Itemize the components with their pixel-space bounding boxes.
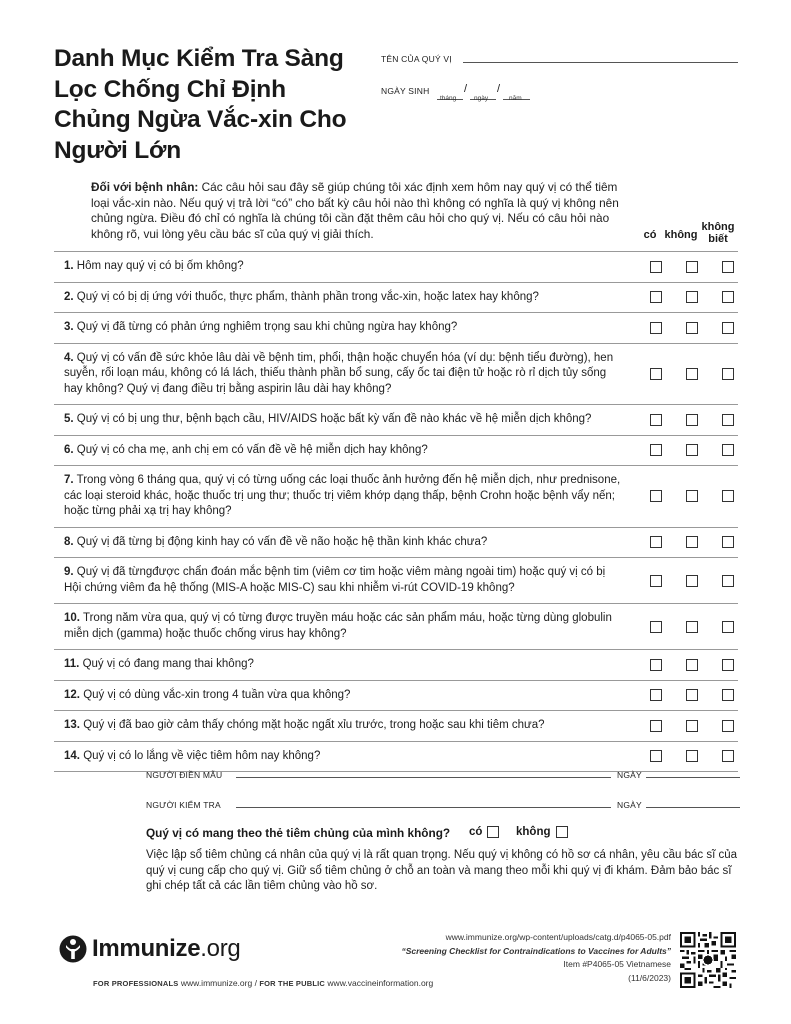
question-text (64, 718, 624, 734)
immunize-logo[interactable] (58, 934, 240, 964)
patient-instructions (91, 180, 636, 242)
qr-code-icon[interactable] (680, 932, 736, 988)
answer-no-checkbox[interactable] (686, 444, 698, 456)
pdf-link[interactable]: www.immunize.org/wp-content/uploads/catg.d/p4065-05.pdf (445, 932, 671, 942)
vaccination-record-note: Việc lập sổ tiêm chủng cá nhân của quý vị là rất quan trọng. Nếu quý vị không có hồ sơ cá nhân, yêu cầu bác sĩ của quý vị cung cấp cho quý vị. Giữ sổ tiêm chủng ở chỗ an toàn và mang theo mỗi khi quý vị đi khám. Đảm bảo bác sĩ ghi chép tất cả các lần tiêm chủng vào hồ sơ. (146, 849, 737, 892)
question-body: Trong năm vừa qua, quý vị có từng được truyền máu hoặc các sản phẩm máu, hoặc từng dùng globulin miễn dịch (gamma) hoặc thuốc chống virus hay không? (64, 612, 612, 640)
question-body: Quý vị có lo lắng về việc tiêm hôm nay không? (83, 749, 321, 762)
answer-yes-checkbox[interactable] (650, 322, 662, 334)
immunize-logo-icon (58, 934, 88, 964)
name-field[interactable] (463, 62, 738, 63)
answer-unknown-checkbox[interactable] (722, 261, 734, 273)
dob-month-caption: tháng (440, 95, 457, 102)
answer-unknown-checkbox[interactable] (722, 368, 734, 380)
screening-questions-table (54, 251, 738, 772)
question-row (54, 405, 738, 436)
answer-unknown-checkbox[interactable] (722, 750, 734, 762)
question-text (64, 412, 624, 428)
intro-text: Các câu hỏi sau đây sẽ giúp chúng tôi xác định xem hôm nay quý vị có thể tiêm loại vắc-xin nào. Nếu quý vị trả lời “có” cho bất kỳ câu hỏi nào thì không có nghĩa là quý vị không nên chủng ngừa. Điều đó chỉ có nghĩa là chúng tôi cần đặt thêm câu hỏi cho quý vị. Nếu có câu hỏi nào không rõ, vui lòng yêu cầu bác sĩ của quý vị giải thích. (91, 180, 619, 241)
professionals-label: FOR PROFESSIONALS (93, 979, 179, 988)
question-row (54, 604, 738, 650)
question-number: 13. (64, 719, 80, 731)
filled-by-label: NGƯỜI ĐIỀN MẪU (146, 770, 223, 780)
column-yes-header: có (643, 229, 657, 241)
answer-unknown-checkbox[interactable] (722, 322, 734, 334)
answer-no-checkbox[interactable] (686, 261, 698, 273)
card-no-label: không (516, 826, 551, 838)
answer-yes-checkbox[interactable] (650, 490, 662, 502)
dob-separator: / (464, 83, 468, 95)
answer-yes-checkbox[interactable] (650, 689, 662, 701)
answer-checkboxes (650, 750, 734, 762)
answer-yes-checkbox[interactable] (650, 750, 662, 762)
question-number: 10. (64, 612, 80, 624)
question-body: Hôm nay quý vị có bị ốm không? (76, 260, 244, 272)
answer-checkboxes (650, 368, 734, 380)
question-row (54, 466, 738, 528)
answer-no-checkbox[interactable] (686, 291, 698, 303)
answer-checkboxes (650, 444, 734, 456)
answer-no-checkbox[interactable] (686, 750, 698, 762)
dob-label: NGÀY SINH (381, 86, 430, 96)
question-number: 9. (64, 566, 74, 578)
filled-date-label: NGÀY (617, 770, 642, 780)
answer-no-checkbox[interactable] (686, 720, 698, 732)
question-number: 3. (64, 321, 74, 333)
question-row (54, 344, 738, 406)
question-row (54, 528, 738, 559)
question-number: 14. (64, 749, 80, 762)
question-row (54, 650, 738, 681)
answer-no-checkbox[interactable] (686, 368, 698, 380)
question-body: Quý vị đã từngđược chẩn đoán mắc bệnh tim (viêm cơ tim hoặc viêm màng ngoài tim) hoặc quý vị có bị Hội chứng viêm đa hệ thống (MIS-A hoặc MIS-C) sau khi nhiễm vi-rút COVID-19 không? (64, 566, 606, 594)
page-title: Danh Mục Kiểm Tra Sàng Lọc Chống Chỉ Định Chủng Ngừa Vắc-xin Cho Người Lớn (54, 45, 347, 164)
answer-no-checkbox[interactable] (686, 575, 698, 587)
vaccination-card-question: Quý vị có mang theo thẻ tiêm chủng của mình không? (146, 826, 451, 840)
question-body: Quý vị có đang mang thai không? (82, 658, 254, 670)
question-row (54, 742, 738, 773)
answer-unknown-checkbox[interactable] (722, 291, 734, 303)
column-no-header: không (664, 229, 698, 241)
dob-day-caption: ngày (474, 95, 489, 102)
filled-by-field[interactable] (236, 777, 611, 778)
question-text (64, 351, 624, 398)
answer-unknown-checkbox[interactable] (722, 414, 734, 426)
card-yes-checkbox[interactable] (487, 826, 499, 838)
question-number: 7. (64, 474, 74, 486)
answer-checkboxes (650, 291, 734, 303)
answer-yes-checkbox[interactable] (650, 536, 662, 548)
card-yes-label: có (469, 826, 483, 838)
question-text (64, 565, 624, 596)
question-body: Quý vị đã từng có phản ứng nghiêm trọng sau khi chủng ngừa hay không? (76, 321, 458, 333)
question-text (64, 749, 624, 765)
question-body: Quý vị đã từng bị động kinh hay có vấn đề về não hoặc hệ thần kinh khác chưa? (76, 535, 488, 548)
answer-checkboxes (650, 536, 734, 548)
question-body: Quý vị có cha mẹ, anh chị em có vấn đề về hệ miễn dịch hay không? (76, 443, 428, 456)
card-no-checkbox[interactable] (556, 826, 568, 838)
publication-date: (11/6/2023) (628, 972, 671, 983)
answer-yes-checkbox[interactable] (650, 291, 662, 303)
answer-no-checkbox[interactable] (686, 689, 698, 701)
question-number: 5. (64, 413, 74, 425)
question-row (54, 283, 738, 314)
filled-date-field[interactable] (646, 777, 740, 778)
reviewed-by-label: NGƯỜI KIỂM TRA (146, 800, 221, 810)
question-body: Quý vị có bị dị ứng với thuốc, thực phẩm, thành phần trong vắc-xin, hoặc latex hay không? (76, 290, 539, 303)
question-body: Quý vị đã bao giờ cảm thấy chóng mặt hoặc ngất xỉu trước, trong hoặc sau khi tiêm chưa? (83, 719, 545, 731)
answer-yes-checkbox[interactable] (650, 720, 662, 732)
question-text (64, 443, 624, 459)
question-row (54, 436, 738, 467)
answer-checkboxes (650, 322, 734, 334)
answer-unknown-checkbox[interactable] (722, 621, 734, 633)
publication-info (401, 931, 671, 985)
column-unknown-header: không biết (701, 221, 735, 245)
answer-yes-checkbox[interactable] (650, 444, 662, 456)
answer-checkboxes (650, 621, 734, 633)
document-title: “Screening Checklist for Contraindications to Vaccines for Adults” (401, 945, 671, 956)
question-row (54, 558, 738, 604)
question-row (54, 313, 738, 344)
answer-checkboxes (650, 261, 734, 273)
answer-unknown-checkbox[interactable] (722, 659, 734, 671)
name-label: TÊN CỦA QUÝ VỊ (381, 54, 452, 64)
question-text (64, 473, 624, 520)
answer-no-checkbox[interactable] (686, 414, 698, 426)
public-label: FOR THE PUBLIC (259, 979, 326, 988)
answer-no-checkbox[interactable] (686, 490, 698, 502)
answer-checkboxes (650, 414, 734, 426)
question-number: 8. (64, 535, 74, 548)
question-number: 1. (64, 260, 74, 272)
answer-unknown-checkbox[interactable] (722, 444, 734, 456)
answer-unknown-checkbox[interactable] (722, 490, 734, 502)
question-text (64, 657, 624, 673)
public-link[interactable]: www.vaccineinformation.org (327, 978, 434, 988)
answer-unknown-checkbox[interactable] (722, 689, 734, 701)
answer-unknown-checkbox[interactable] (722, 720, 734, 732)
answer-checkboxes (650, 720, 734, 732)
intro-lead: Đối với bệnh nhân: (91, 180, 199, 194)
question-text (64, 535, 624, 551)
question-text (64, 320, 624, 336)
answer-no-checkbox[interactable] (686, 536, 698, 548)
footer-links (93, 978, 433, 988)
answer-yes-checkbox[interactable] (650, 621, 662, 633)
answer-no-checkbox[interactable] (686, 659, 698, 671)
question-number: 12. (64, 688, 80, 701)
brand-name: Immunize (92, 935, 201, 962)
answer-yes-checkbox[interactable] (650, 575, 662, 587)
question-body: Quý vị có vấn đề sức khỏe lâu dài về bệnh tim, phổi, thận hoặc chuyển hóa (ví dụ: bệnh tiểu đường), hen suyễn, rối loạn máu, không có lá lách, thiếu thành phần bổ sung, cấy ốc tai điện tử hoặc rò rỉ dịch tủy sống hay không? Quý vị đang điều trị bằng aspirin lâu dài hay không? (64, 351, 614, 395)
answer-checkboxes (650, 490, 734, 502)
dob-separator: / (497, 83, 501, 95)
answer-checkboxes (650, 659, 734, 671)
answer-no-checkbox[interactable] (686, 621, 698, 633)
question-body: Quý vị có dùng vắc-xin trong 4 tuần vừa qua không? (83, 688, 351, 701)
question-number: 4. (64, 351, 74, 364)
question-row (54, 711, 738, 742)
reviewed-date-label: NGÀY (617, 800, 642, 810)
answer-yes-checkbox[interactable] (650, 261, 662, 273)
question-row (54, 252, 738, 283)
answer-unknown-checkbox[interactable] (722, 536, 734, 548)
question-number: 2. (64, 290, 74, 303)
dob-year-caption: năm (509, 95, 522, 102)
question-text (64, 259, 624, 275)
professionals-link[interactable]: www.immunize.org (180, 978, 253, 988)
question-number: 6. (64, 443, 74, 456)
brand-wordmark (92, 935, 240, 963)
answer-yes-checkbox[interactable] (650, 659, 662, 671)
reviewed-date-field[interactable] (646, 807, 740, 808)
question-text (64, 290, 624, 306)
item-number: Item #P4065-05 Vietnamese (563, 959, 671, 969)
question-body: Quý vị có bị ung thư, bệnh bạch cầu, HIV/AIDS hoặc bất kỳ vấn đề nào khác về hệ miễn dịch không? (76, 413, 592, 425)
answer-no-checkbox[interactable] (686, 322, 698, 334)
question-number: 11. (64, 658, 80, 670)
question-body: Trong vòng 6 tháng qua, quý vị có từng uống các loại thuốc ảnh hưởng đến hệ miễn dịch, như prednisone, các loại steroid khác, hoặc thuốc trị ung thư; thuốc trị viêm khớp dạng thấp, bệnh Crohn hoặc bệnh vẩy nến; hoặc từng phải xạ trị hay không? (64, 474, 621, 517)
answer-checkboxes (650, 689, 734, 701)
answer-yes-checkbox[interactable] (650, 414, 662, 426)
question-text (64, 688, 624, 704)
footer-separator: / (254, 978, 257, 988)
question-text (64, 611, 624, 642)
answer-checkboxes (650, 575, 734, 587)
reviewed-by-field[interactable] (236, 807, 611, 808)
brand-suffix: .org (200, 935, 241, 962)
answer-unknown-checkbox[interactable] (722, 575, 734, 587)
question-row (54, 681, 738, 712)
answer-yes-checkbox[interactable] (650, 368, 662, 380)
